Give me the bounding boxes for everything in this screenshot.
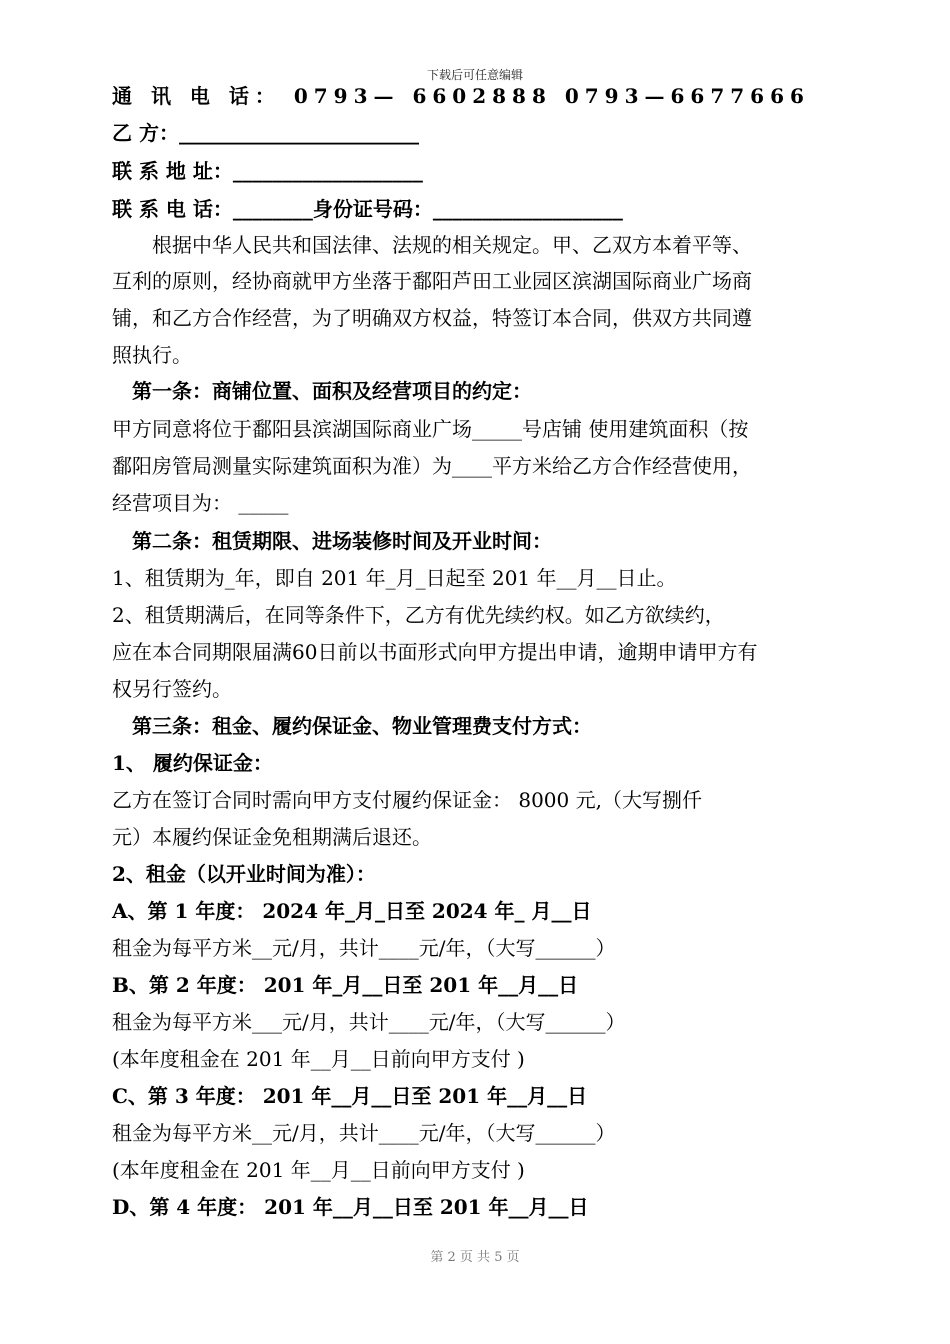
article-2-line-2: 2、租赁期满后，在同等条件下，乙方有优先续约权。如乙方欲续约， bbox=[112, 603, 725, 627]
party-b-line: 乙 方：________________________ bbox=[112, 121, 419, 145]
preamble-line-1: 根据中华人民共和国法律、法规的相关规定。甲、乙双方本着平等、 bbox=[112, 233, 752, 257]
article-2-line-1: 1、租赁期为_年，即自 201 年_月_日起至 201 年__月__日止。 bbox=[112, 566, 677, 590]
year-c-rent-line: 租金为每平方米__元/月，共计____元/年，（大写______） bbox=[112, 1121, 616, 1145]
year-b-payment-line: (本年度租金在 201 年__月__日前向甲方支付 ) bbox=[112, 1047, 525, 1071]
page-header-note: 下载后可任意编辑 bbox=[426, 68, 523, 82]
page-footer: 第 2 页 共 5 页 bbox=[430, 1250, 520, 1265]
article-2-line-4: 权另行签约。 bbox=[112, 677, 232, 701]
year-c-payment-line: (本年度租金在 201 年__月__日前向甲方支付 ) bbox=[112, 1158, 525, 1182]
year-b-line: B、第 2 年度： 201 年_月__日至 201 年__月__日 bbox=[112, 973, 579, 997]
address-line: 联 系 地 址：___________________ bbox=[112, 159, 423, 183]
year-a-line: A、第 1 年度： 2024 年_月_日至 2024 年_ 月__日 bbox=[112, 899, 592, 923]
deposit-line-1: 乙方在签订合同时需向甲方支付履约保证金： 8000 元,（大写捌仟 bbox=[112, 788, 702, 812]
article-1-line-1: 甲方同意将位于鄱阳县滨湖国际商业广场_____号店铺 使用建筑面积（按 bbox=[112, 417, 749, 441]
phone-id-line: 联 系 电 话：________身份证号码：___________________ bbox=[112, 197, 623, 221]
article-1-heading: 第一条：商铺位置、面积及经营项目的约定： bbox=[112, 379, 532, 403]
article-1-line-3: 经营项目为： _____ bbox=[112, 491, 289, 515]
rent-heading: 2、租金（以开业时间为准）： bbox=[112, 862, 376, 886]
preamble-line-3: 铺，和乙方合作经营，为了明确双方权益，特签订本合同，供双方共同遵 bbox=[112, 306, 752, 330]
article-2-line-3: 应在本合同期限届满60日前以书面形式向甲方提出申请，逾期申请甲方有 bbox=[112, 640, 758, 664]
year-b-rent-line: 租金为每平方米___元/月，共计____元/年，（大写______） bbox=[112, 1010, 626, 1034]
year-d-line: D、第 4 年度： 201 年__月__日至 201 年__月__日 bbox=[112, 1195, 589, 1219]
preamble-line-2: 互利的原则，经协商就甲方坐落于鄱阳芦田工业园区滨湖国际商业广场商 bbox=[112, 269, 752, 293]
preamble-line-4: 照执行。 bbox=[112, 343, 192, 367]
article-1-line-2: 鄱阳房管局测量实际建筑面积为准）为____平方米给乙方合作经营使用， bbox=[112, 454, 752, 478]
year-c-line: C、第 3 年度： 201 年__月__日至 201 年__月__日 bbox=[112, 1084, 588, 1108]
contact-phone-line: 通 讯 电 话： 0793— 6602888 0793—6677666 bbox=[112, 84, 810, 108]
article-3-heading: 第三条：租金、履约保证金、物业管理费支付方式： bbox=[112, 714, 592, 738]
year-a-rent-line: 租金为每平方米__元/月，共计____元/年，（大写______） bbox=[112, 936, 616, 960]
deposit-heading: 1、 履约保证金： bbox=[112, 751, 273, 775]
deposit-line-2: 元）本履约保证金免租期满后退还。 bbox=[112, 825, 432, 849]
article-2-heading: 第二条：租赁期限、进场装修时间及开业时间： bbox=[112, 529, 552, 553]
